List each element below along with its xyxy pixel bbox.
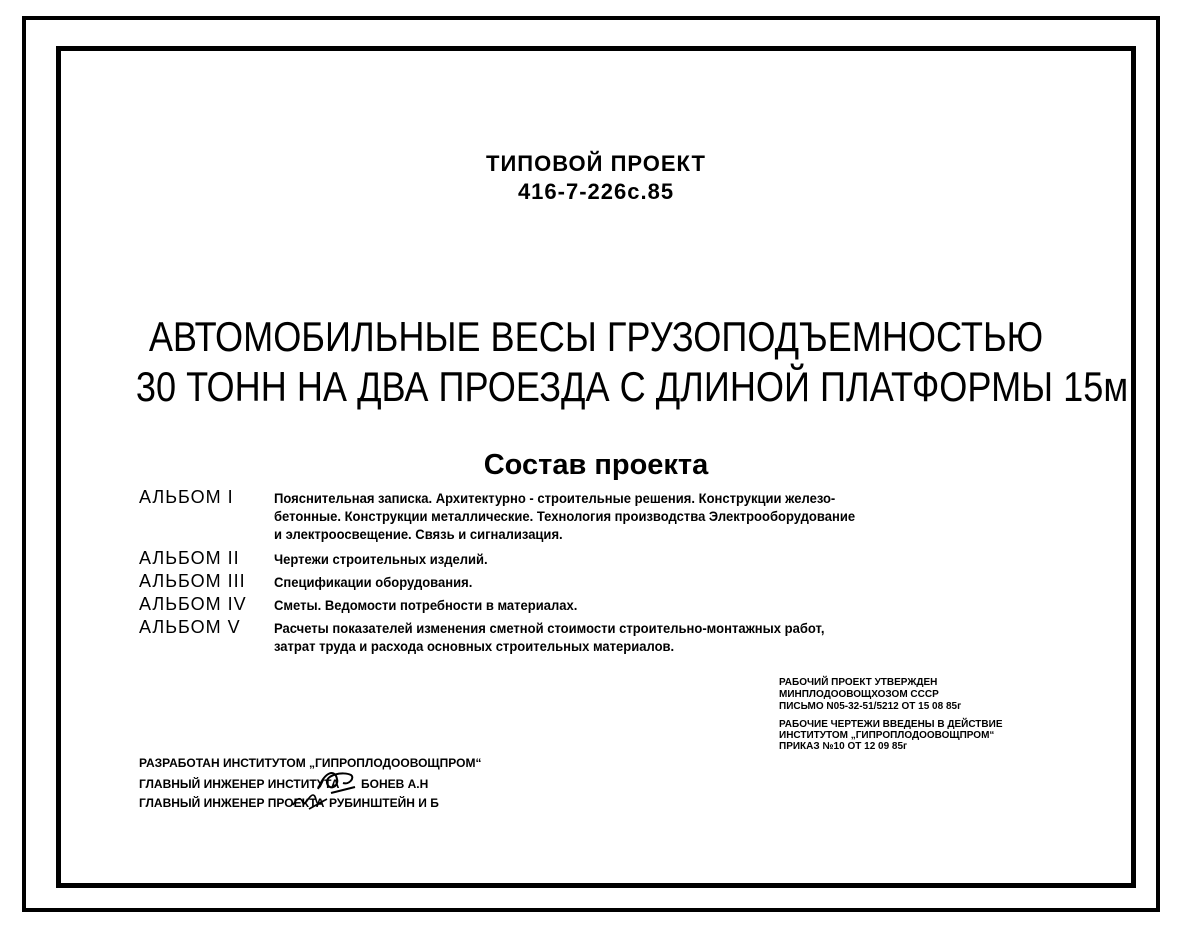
album-3-line-1: Спецификации оборудования. — [274, 574, 473, 590]
album-2-label: АЛЬБОМ II — [139, 548, 240, 568]
developer-line: РАЗРАБОТАН ИНСТИТУТОМ „ГИПРОПЛОДООВОЩПРОМ“ — [139, 756, 482, 770]
album-5-line-1: Расчеты показателей изменения сметной стоимости строительно-монтажных работ, — [274, 620, 825, 636]
album-1-label: АЛЬБОМ I — [139, 487, 234, 507]
chief-engineer-institute-name: БОНЕВ А.Н — [361, 777, 429, 791]
series-label: ТИПОВОЙ ПРОЕКТ — [486, 151, 706, 176]
title-line-1: АВТОМОБИЛЬНЫЕ ВЕСЫ ГРУЗОПОДЪЕМНОСТЬЮ — [148, 313, 1044, 360]
album-5-line-2: затрат труда и расхода основных строительных материалов. — [274, 638, 675, 654]
approval-2-line-2: ИНСТИТУТОМ „ГИПРОПЛОДООВОЩПРОМ“ — [779, 730, 995, 741]
title-frame — [56, 46, 1136, 888]
album-1-line-3: и электроосвещение. Связь и сигнализация. — [274, 526, 563, 542]
chief-engineer-project-name: РУБИНШТЕЙН И Б — [329, 796, 439, 810]
album-4-line-1: Сметы. Ведомости потребности в материалах. — [274, 597, 578, 613]
approval-1-line-1: РАБОЧИЙ ПРОЕКТ УТВЕРЖДЕН — [779, 677, 938, 688]
approval-1-line-3: ПИСЬМО N05-32-51/5212 ОТ 15 08 85г — [779, 701, 962, 712]
album-2-line-1: Чертежи строительных изделий. — [274, 551, 488, 567]
album-4-label: АЛЬБОМ IV — [139, 594, 247, 614]
album-1-line-1: Пояснительная записка. Архитектурно - строительные решения. Конструкции железо- — [274, 490, 836, 506]
approval-1-line-2: МИНПЛОДООВОЩХОЗОМ СССР — [779, 689, 939, 700]
title-line-2: 30 ТОНН НА ДВА ПРОЕЗДА С ДЛИНОЙ ПЛАТФОРМЫ 15м — [135, 363, 1129, 410]
series-number: 416-7-226с.85 — [517, 179, 675, 204]
approval-2-line-3: ПРИКАЗ №10 ОТ 12 09 85г — [779, 741, 908, 752]
signature-2-graphic — [291, 789, 329, 811]
album-3-label: АЛЬБОМ III — [139, 571, 246, 591]
album-1-line-2: бетонные. Конструкции металлические. Технология производства Электрооборудование — [274, 508, 856, 524]
album-5-label: АЛЬБОМ V — [139, 617, 241, 637]
chief-engineer-institute-role: ГЛАВНЫЙ ИНЖЕНЕР ИНСТИТУТА — [139, 777, 340, 791]
chief-engineer-project-role: ГЛАВНЫЙ ИНЖЕНЕР ПРОЕКТА — [139, 796, 325, 810]
drawing-sheet — [22, 16, 1160, 912]
composition-heading: Состав проекта — [483, 449, 709, 481]
approval-2-line-1: РАБОЧИЕ ЧЕРТЕЖИ ВВЕДЕНЫ В ДЕЙСТВИЕ — [779, 719, 1003, 730]
